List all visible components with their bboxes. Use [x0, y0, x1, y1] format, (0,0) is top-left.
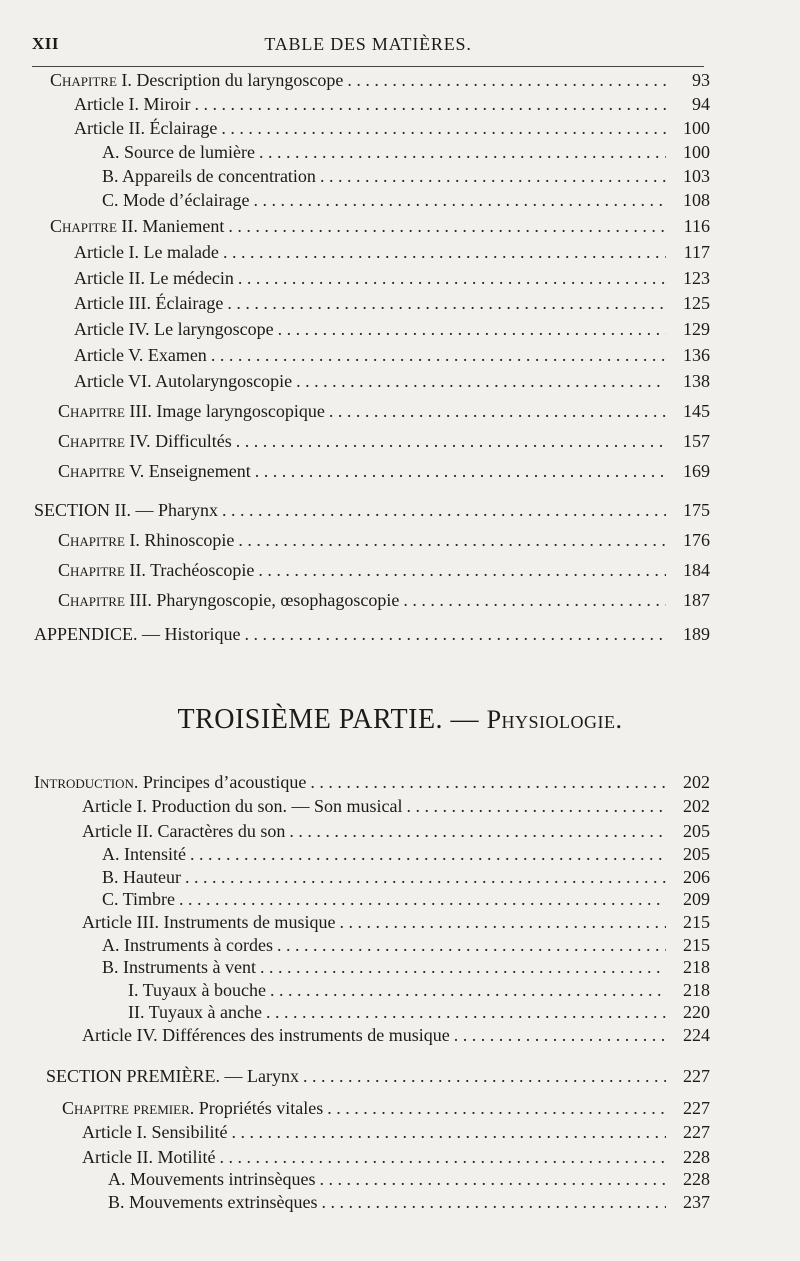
toc-entry-page: 117 — [683, 242, 710, 262]
toc-entry — [34, 498, 710, 522]
toc-entry-page: 100 — [683, 118, 710, 138]
header-rule — [32, 66, 704, 67]
part-title-main: TROISIÈME PARTIE. — — [177, 704, 487, 735]
toc-entry-label — [82, 1145, 215, 1169]
toc-entry-prefix: Chapitre — [50, 216, 117, 236]
toc-leader-dots — [277, 933, 666, 957]
toc-entry — [74, 92, 710, 116]
toc-entry-label — [58, 588, 399, 612]
toc-entry-page: 227 — [683, 1066, 710, 1086]
toc-leader-dots — [258, 558, 666, 582]
toc-leader-dots — [310, 770, 666, 794]
toc-entry-page: 228 — [683, 1147, 710, 1167]
toc-entry-text: C. Timbre — [102, 889, 176, 909]
toc-entry-label — [74, 240, 219, 264]
toc-entry-text: A. Intensité — [102, 844, 186, 864]
toc-leader-dots — [260, 955, 666, 979]
toc-entry-prefix: Chapitre — [58, 530, 125, 550]
toc-entry-page: 209 — [683, 889, 710, 909]
toc-entry-text: I. Tuyaux à bouche — [128, 980, 266, 1000]
toc-entry — [82, 819, 710, 843]
toc-entry-text: Article II. Motilité — [82, 1147, 216, 1167]
toc-entry — [58, 399, 710, 423]
toc-entry-text: Article VI. Autolaryngoscopie — [74, 371, 293, 391]
toc-entry — [58, 528, 710, 552]
toc-entry-page: 202 — [683, 772, 710, 792]
toc-entry-label — [74, 266, 234, 290]
toc-entry-page: 93 — [692, 70, 710, 90]
toc-entry-page: 202 — [683, 796, 710, 816]
toc-entry-page: 228 — [683, 1169, 710, 1189]
toc-entry-label — [58, 399, 325, 423]
toc-leader-dots — [327, 1096, 666, 1120]
toc-entry-text: Article IV. Le laryngoscope — [74, 319, 274, 339]
toc-entry-prefix: Chapitre — [50, 70, 117, 90]
toc-entry — [128, 1000, 710, 1024]
toc-entry-page: 184 — [683, 560, 710, 580]
header-title: TABLE DES MATIÈRES. — [264, 34, 472, 54]
toc-entry-label — [82, 1023, 450, 1047]
toc-leader-dots — [320, 164, 666, 188]
toc-entry-page: 123 — [683, 268, 710, 288]
toc-entry — [50, 214, 710, 238]
toc-entry-page: 237 — [683, 1192, 710, 1212]
toc-entry-text: B. Appareils de concentration — [102, 166, 316, 186]
toc-leader-dots — [194, 92, 666, 116]
toc-leader-dots — [221, 116, 666, 140]
toc-entry-page: 138 — [683, 371, 710, 391]
toc-entry-text: Article III. Éclairage — [74, 293, 224, 313]
toc-entry-prefix: Chapitre — [58, 401, 125, 421]
toc-entry-label — [102, 955, 256, 979]
toc-entry-label — [102, 933, 273, 957]
toc-entry-text: III. Pharyngoscopie, œsophagoscopie — [124, 590, 400, 610]
toc-leader-dots — [236, 429, 666, 453]
toc-entry-label — [102, 887, 175, 911]
toc-entry-text: C. Mode d’éclairage — [102, 190, 250, 210]
toc-entry — [102, 188, 710, 212]
toc-entry-label — [58, 528, 234, 552]
toc-entry-text: B. Mouvements extrinsèques — [108, 1192, 318, 1212]
toc-entry-prefix: Chapitre — [58, 560, 125, 580]
toc-leader-dots — [339, 910, 666, 934]
toc-entry-page: 136 — [683, 345, 710, 365]
page-header — [32, 34, 704, 60]
toc-entry-page: 224 — [683, 1025, 710, 1045]
toc-entry — [50, 68, 710, 92]
toc-entry-label — [34, 622, 241, 646]
toc-entry-label — [108, 1167, 315, 1191]
toc-leader-dots — [270, 978, 666, 1002]
toc-entry-text: Article I. Miroir — [74, 94, 191, 114]
toc-entry-label — [74, 116, 217, 140]
toc-entry — [74, 317, 710, 341]
toc-entry-text: Article I. Sensibilité — [82, 1122, 228, 1142]
toc-leader-dots — [259, 140, 666, 164]
toc-entry-page: 218 — [683, 980, 710, 1000]
toc-entry — [102, 164, 710, 188]
toc-leader-dots — [303, 1064, 666, 1088]
toc-leader-dots — [179, 887, 666, 911]
toc-entry-page: 157 — [683, 431, 710, 451]
toc-entry — [102, 887, 710, 911]
toc-entry — [58, 459, 710, 483]
toc-leader-dots — [296, 369, 666, 393]
toc-entry-prefix: Chapitre — [58, 461, 125, 481]
toc-entry-text: Article I. Production du son. — Son musical — [82, 796, 403, 816]
toc-entry-label — [50, 68, 343, 92]
toc-entry-prefix: Chapitre — [58, 431, 125, 451]
toc-entry-text: IV. Difficultés — [124, 431, 232, 451]
toc-entry-text: A. Source de lumière — [102, 142, 255, 162]
toc-entry — [82, 1145, 710, 1169]
toc-entry-page: 227 — [683, 1122, 710, 1142]
toc-entry-label — [58, 459, 251, 483]
toc-entry-text: Article V. Examen — [74, 345, 207, 365]
toc-leader-dots — [321, 1190, 666, 1214]
toc-leader-dots — [222, 498, 666, 522]
toc-entry-text: Article IV. Différences des instruments de musique — [82, 1025, 450, 1045]
toc-entry-text: I. Description du laryngoscope — [116, 70, 344, 90]
toc-entry — [74, 291, 710, 315]
toc-entry — [74, 369, 710, 393]
toc-entry — [58, 429, 710, 453]
part-title-sub: Physiologie. — [486, 705, 623, 734]
toc-entry-label — [34, 770, 306, 794]
toc-entry-text: III. Image laryngoscopique — [124, 401, 325, 421]
toc-entry — [102, 140, 710, 164]
toc-entry-text: I. Rhinoscopie — [124, 530, 235, 550]
toc-entry-label — [74, 317, 274, 341]
toc-entry-page: 145 — [683, 401, 710, 421]
toc-entry-page: 103 — [683, 166, 710, 186]
toc-entry-page: 218 — [683, 957, 710, 977]
toc-entry — [82, 910, 710, 934]
toc-entry-label — [62, 1096, 323, 1120]
toc-entry-page: 215 — [683, 935, 710, 955]
toc-entry-text: Article I. Le malade — [74, 242, 219, 262]
toc-leader-dots — [319, 1167, 666, 1191]
toc-leader-dots — [403, 588, 666, 612]
toc-entry — [108, 1190, 710, 1214]
toc-entry-page: 116 — [683, 216, 710, 236]
toc-entry-label — [82, 794, 402, 818]
toc-entry-text: A. Mouvements intrinsèques — [108, 1169, 316, 1189]
toc-entry-label — [82, 910, 335, 934]
toc-entry-label — [102, 188, 249, 212]
toc-leader-dots — [266, 1000, 666, 1024]
toc-entry-text: . Propriétés vitales — [189, 1098, 324, 1118]
toc-leader-dots — [245, 622, 667, 646]
toc-entry-page: 187 — [683, 590, 710, 610]
toc-entry — [34, 622, 710, 646]
toc-entry-label — [74, 343, 207, 367]
toc-entry-text: . Principes d’acoustique — [133, 772, 307, 792]
toc-entry-text: V. Enseignement — [124, 461, 251, 481]
toc-leader-dots — [238, 266, 666, 290]
part-title — [0, 704, 800, 736]
page-number: XII — [32, 34, 60, 53]
toc-entry-label — [102, 164, 316, 188]
toc-entry — [102, 955, 710, 979]
toc-entry-text: Article II. Le médecin — [74, 268, 234, 288]
toc-entry-label — [58, 429, 232, 453]
toc-entry-text: APPENDICE. — Historique — [34, 624, 241, 644]
toc-leader-dots — [185, 865, 666, 889]
toc-leader-dots — [289, 819, 666, 843]
toc-entry — [58, 558, 710, 582]
toc-entry-label — [34, 498, 218, 522]
toc-leader-dots — [211, 343, 666, 367]
toc-leader-dots — [227, 291, 666, 315]
toc-leader-dots — [190, 842, 666, 866]
toc-entry-label — [46, 1064, 299, 1088]
toc-entry-page: 125 — [683, 293, 710, 313]
toc-entry-text: A. Instruments à cordes — [102, 935, 273, 955]
toc-entry — [82, 1120, 710, 1144]
toc-entry-page: 129 — [683, 319, 710, 339]
toc-entry-label — [102, 842, 186, 866]
toc-leader-dots — [219, 1145, 666, 1169]
toc-entry-page: 227 — [683, 1098, 710, 1118]
toc-entry-label — [74, 291, 223, 315]
toc-entry — [74, 116, 710, 140]
toc-entry — [102, 933, 710, 957]
toc-entry-page: 108 — [683, 190, 710, 210]
toc-entry-page: 100 — [683, 142, 710, 162]
toc-leader-dots — [228, 214, 666, 238]
toc-entry-label — [50, 214, 224, 238]
toc-entry-text: Article III. Instruments de musique — [82, 912, 336, 932]
toc-entry-label — [102, 140, 255, 164]
toc-entry — [74, 240, 710, 264]
toc-entry-page: 169 — [683, 461, 710, 481]
toc-entry-page: 189 — [683, 624, 710, 644]
toc-leader-dots — [329, 399, 666, 423]
toc-entry-text: B. Hauteur — [102, 867, 181, 887]
toc-entry-prefix: Chapitre premier — [62, 1098, 190, 1118]
toc-entry-label — [108, 1190, 317, 1214]
toc-entry-label — [74, 369, 292, 393]
toc-leader-dots — [255, 459, 666, 483]
toc-entry-label — [58, 558, 254, 582]
toc-entry-label — [82, 1120, 227, 1144]
toc-entry-page: 206 — [683, 867, 710, 887]
toc-entry-text: Article II. Éclairage — [74, 118, 218, 138]
toc-leader-dots — [278, 317, 666, 341]
toc-entry-label — [74, 92, 190, 116]
toc-entry-prefix: Introduction — [34, 772, 134, 792]
toc-entry-page: 205 — [683, 821, 710, 841]
toc-entry-text: II. Maniement — [116, 216, 225, 236]
toc-entry — [82, 794, 710, 818]
toc-entry-text: II. Tuyaux à anche — [128, 1002, 262, 1022]
toc-leader-dots — [347, 68, 666, 92]
toc-entry-page: 215 — [683, 912, 710, 932]
toc-entry — [46, 1064, 710, 1088]
toc-entry — [74, 266, 710, 290]
toc-entry — [62, 1096, 710, 1120]
toc-entry — [74, 343, 710, 367]
toc-entry-label — [128, 978, 266, 1002]
toc-entry-text: Article II. Caractères du son — [82, 821, 286, 841]
toc-leader-dots — [231, 1120, 666, 1144]
toc-leader-dots — [253, 188, 666, 212]
toc-entry — [108, 1167, 710, 1191]
toc-entry-page: 205 — [683, 844, 710, 864]
toc-leader-dots — [454, 1023, 666, 1047]
toc-entry — [102, 842, 710, 866]
toc-entry — [34, 770, 710, 794]
toc-entry-prefix: Chapitre — [58, 590, 125, 610]
toc-entry-label — [128, 1000, 262, 1024]
toc-entry-text: B. Instruments à vent — [102, 957, 256, 977]
toc-entry — [102, 865, 710, 889]
toc-entry — [128, 978, 710, 1002]
toc-leader-dots — [406, 794, 666, 818]
toc-entry-page: 176 — [683, 530, 710, 550]
toc-entry — [58, 588, 710, 612]
toc-entry — [82, 1023, 710, 1047]
toc-entry-text: SECTION II. — Pharynx — [34, 500, 218, 520]
toc-entry-text: II. Trachéoscopie — [124, 560, 255, 580]
toc-entry-text: SECTION PREMIÈRE. — Larynx — [46, 1066, 299, 1086]
toc-entry-label — [82, 819, 285, 843]
toc-leader-dots — [238, 528, 666, 552]
toc-entry-label — [102, 865, 181, 889]
toc-entry-page: 220 — [683, 1002, 710, 1022]
toc-entry-page: 94 — [692, 94, 710, 114]
toc-entry-page: 175 — [683, 500, 710, 520]
toc-leader-dots — [223, 240, 666, 264]
